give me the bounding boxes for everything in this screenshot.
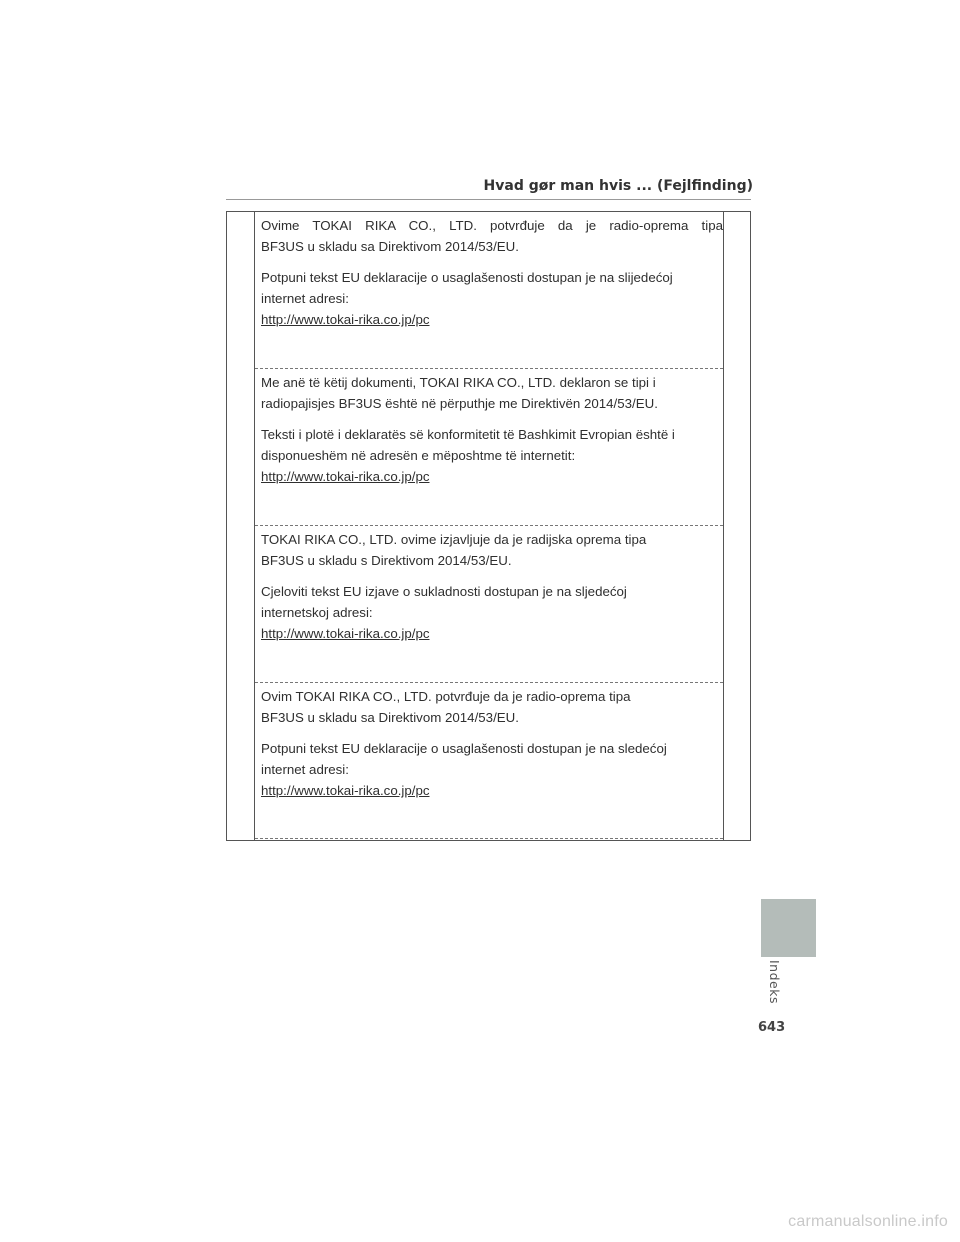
declaration-link[interactable]: http://www.tokai-rika.co.jp/pc (261, 469, 430, 484)
declaration-link[interactable]: http://www.tokai-rika.co.jp/pc (261, 626, 430, 641)
declaration-line: Teksti i plotë i deklaratës së konformitetit të Bashkimit Evropian është i (261, 427, 675, 442)
index-tab[interactable] (761, 899, 816, 957)
table-right-column-line (723, 212, 724, 840)
declaration-line: internet adresi: (261, 762, 349, 777)
declaration-line: Ovim TOKAI RIKA CO., LTD. potvrđuje da je radio-oprema tipa (261, 689, 631, 704)
watermark: carmanualsonline.info (788, 1213, 948, 1230)
declaration-line: internetskoj adresi: (261, 605, 373, 620)
declaration-line: radiopajisjes BF3US është në përputhje me Direktivën 2014/53/EU. (261, 396, 658, 411)
declaration-link[interactable]: http://www.tokai-rika.co.jp/pc (261, 312, 430, 327)
declaration-line: BF3US u skladu s Direktivom 2014/53/EU. (261, 553, 512, 568)
declaration-line: Ovime TOKAI RIKA CO., LTD. potvrđuje da je radio-oprema tipa (261, 218, 723, 233)
declaration-line: TOKAI RIKA CO., LTD. ovime izjavljuje da je radijska oprema tipa (261, 532, 647, 547)
declaration-cell-croatian (255, 526, 723, 644)
header-rule (226, 199, 751, 200)
declaration-cell-albanian (255, 369, 723, 487)
section-title: Hvad gør man hvis ... (Fejlfinding) (483, 178, 753, 194)
declaration-cell-serbian (255, 683, 723, 801)
declaration-line: BF3US u skladu sa Direktivom 2014/53/EU. (261, 710, 519, 725)
declaration-line: Potpuni tekst EU deklaracije o usaglašenosti dostupan je na slijedećoj (261, 270, 673, 285)
declaration-table (226, 211, 751, 841)
declaration-link[interactable]: http://www.tokai-rika.co.jp/pc (261, 783, 430, 798)
page-number: 643 (758, 1020, 786, 1035)
index-tab-label: Indeks (767, 960, 782, 1004)
cell-divider (255, 838, 723, 839)
declaration-line: Potpuni tekst EU deklaracije o usaglašenosti dostupan je na sledećoj (261, 741, 667, 756)
declaration-line: internet adresi: (261, 291, 349, 306)
declaration-line: Me anë të këtij dokumenti, TOKAI RIKA CO., LTD. deklaron se tipi i (261, 375, 656, 390)
declaration-line: BF3US u skladu sa Direktivom 2014/53/EU. (261, 239, 519, 254)
declaration-line: disponueshëm në adresën e mëposhtme të internetit: (261, 448, 576, 463)
declaration-line: Cjeloviti tekst EU izjave o sukladnosti dostupan je na sljedećoj (261, 584, 627, 599)
declaration-cell-montenegrin (255, 212, 723, 330)
